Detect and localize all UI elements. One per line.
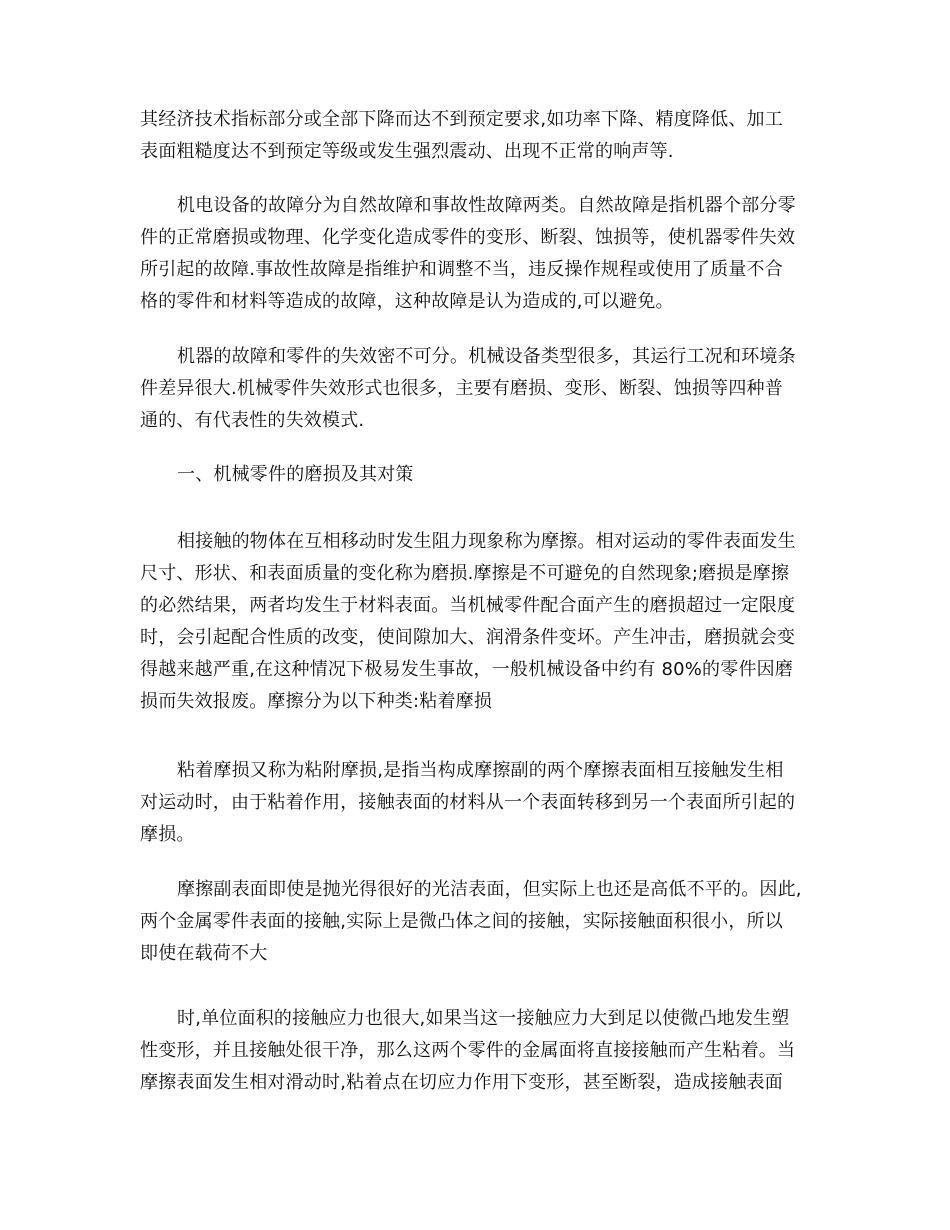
paragraph-3 [140, 341, 830, 437]
text-line: 机器的故障和零件的失效密不可分。机械设备类型很多，其运行工况和环境条 [177, 346, 796, 367]
text-line: 尺寸、形状、和表面质量的变化称为磨损.摩擦是不可避免的自然现象;磨损是摩擦 [140, 563, 790, 584]
text-line: 时,单位面积的接触应力也很大,如果当这一接触应力大到足以使微凸地发生塑 [177, 1008, 790, 1029]
text-line: 摩擦表面发生相对滑动时,粘着点在切应力作用下变形，甚至断裂，造成接触表面 [140, 1072, 783, 1093]
text-line: 件的正常磨损或物理、化学变化造成零件的变形、断裂、蚀损等，使机器零件失效 [140, 227, 796, 248]
paragraph-2 [140, 190, 830, 318]
text-line: 相接触的物体在互相移动时发生阻力现象称为摩擦。相对运动的零件表面发生 [177, 531, 796, 552]
text-line: 格的零件和材料等造成的故障，这种故障是认为造成的,可以避免。 [140, 291, 674, 312]
text-line: 表面粗糙度达不到预定等级或发生强烈震动、出现不正常的响声等. [140, 141, 674, 162]
text-line: 对运动时，由于粘着作用，接触表面的材料从一个表面转移到另一个表面所引起的 [140, 792, 796, 813]
text-line: 摩擦副表面即使是抛光得很好的光洁表面，但实际上也还是高低不平的。因此, [177, 879, 802, 900]
paragraph-1 [140, 104, 830, 168]
paragraph-4 [140, 526, 830, 718]
text-line: 即使在载荷不大 [140, 943, 268, 964]
section-heading [140, 459, 830, 491]
text-line: 两个金属零件表面的接触,实际上是微凸体之间的接触，实际接触面积很小，所以 [140, 911, 783, 932]
heading-text: 一、机械零件的磨损及其对策 [177, 464, 414, 485]
text-line: 所引起的故障.事故性故障是指维护和调整不当，违反操作规程或使用了质量不合 [140, 259, 783, 280]
text-line: 的必然结果，两者均发生于材料表面。当机械零件配合面产生的磨损超过一定限度 [140, 595, 796, 616]
paragraph-6 [140, 874, 830, 970]
paragraph-7 [140, 1003, 830, 1099]
text-line: 粘着摩损又称为粘附摩损,是指当构成摩擦副的两个摩擦表面相互接触发生相 [177, 760, 784, 781]
text-line: 损而失效报废。摩擦分为以下种类:粘着摩损 [140, 691, 493, 712]
text-line: 通的、有代表性的失效模式. [140, 410, 365, 431]
text-line: 机电设备的故障分为自然故障和事故性故障两类。自然故障是指机器个部分零 [177, 195, 796, 216]
text-line: 摩损。 [140, 824, 195, 845]
text-line: 性变形，并且接触处很干净，那么这两个零件的金属面将直接接触而产生粘着。当 [140, 1040, 796, 1061]
text-line: 其经济技术指标部分或全部下降而达不到预定要求,如功率下降、精度降低、加工 [140, 109, 783, 130]
text-line: 得越来越严重,在这种情况下极易发生事故，一般机械设备中约有 80%的零件因磨 [140, 659, 794, 680]
text-line: 时，会引起配合性质的改变，使间隙加大、润滑条件变坏。产生冲击，磨损就会变 [140, 627, 796, 648]
text-line: 件差异很大.机械零件失效形式也很多，主要有磨损、变形、断裂、蚀损等四种普 [140, 378, 783, 399]
paragraph-5 [140, 755, 830, 851]
